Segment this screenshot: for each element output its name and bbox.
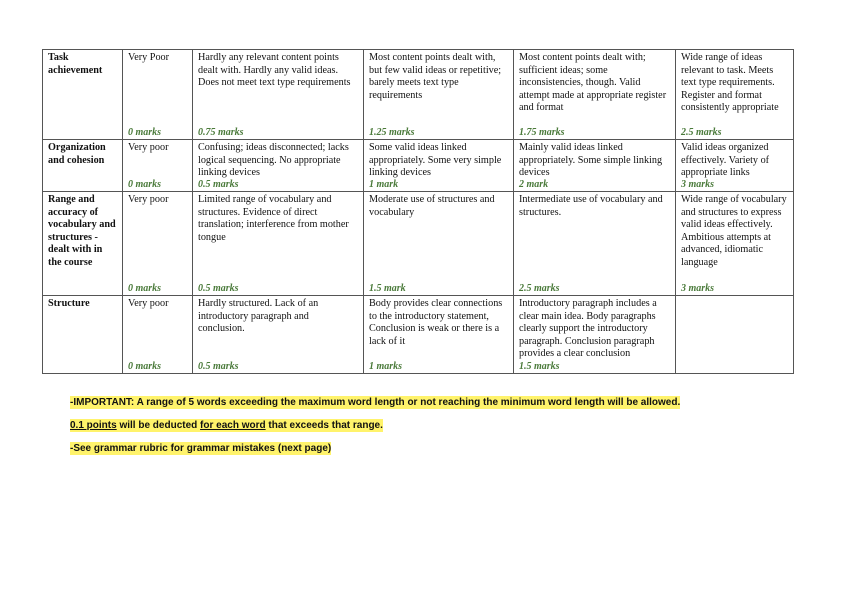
rubric-table	[42, 49, 794, 374]
criterion-cell: Structure	[43, 296, 123, 374]
score-cell	[514, 50, 676, 140]
descriptor-text: Wide range of ideas relevant to task. Meets text type requirements. Register and format consistently appropriate	[681, 52, 779, 114]
mark-label: 1.75 marks	[519, 127, 565, 138]
score-cell	[193, 192, 364, 296]
criterion-cell: Range and accuracy of vocabulary and structures - dealt with in the course	[43, 192, 123, 296]
descriptor-text: Confusing; ideas disconnected; lacks logical sequencing. No appropriate linking devices	[198, 142, 349, 179]
deduction-text: will be deducted	[116, 420, 201, 431]
table-row	[43, 140, 794, 192]
grammar-note-text: -See grammar rubric for grammar mistakes (next page)	[70, 443, 332, 454]
mark-label: 2.5 marks	[519, 283, 560, 294]
descriptor-text: Body provides clear connections to the introductory statement, Conclusion is weak or there is a lack of it	[369, 298, 503, 347]
descriptor-text: Mainly valid ideas linked appropriately. Some simple linking devices	[519, 142, 663, 179]
score-cell	[193, 140, 364, 192]
descriptor-text: Very poor	[128, 142, 169, 153]
score-cell	[676, 192, 794, 296]
descriptor-text: Introductory paragraph includes a clear main idea. Body paragraphs clearly support the introductory paragraph. Conclusion paragraph provides a clear conclusion	[519, 298, 657, 360]
score-cell	[676, 140, 794, 192]
score-cell	[364, 50, 514, 140]
score-cell	[193, 296, 364, 374]
descriptor-text: Wide range of vocabulary and structures to express valid ideas effectively. Ambitious attempts at advanced, idiomatic language	[681, 194, 787, 268]
mark-label: 1.5 mark	[369, 283, 406, 294]
mark-label: 2.5 marks	[681, 127, 722, 138]
mark-label: 3 marks	[681, 283, 715, 294]
criterion-cell: Organization and cohesion	[43, 140, 123, 192]
table-row	[43, 296, 794, 374]
important-note-text: -IMPORTANT: A range of 5 words exceeding the maximum word length or not reaching the minimum word length will be allowed.	[70, 397, 681, 408]
mark-label: 0.75 marks	[198, 127, 244, 138]
deduction-amount: 0.1 points	[70, 420, 117, 431]
mark-label: 0 marks	[128, 361, 162, 372]
score-cell	[123, 192, 193, 296]
score-cell	[676, 50, 794, 140]
descriptor-text: Very Poor	[128, 52, 170, 63]
descriptor-text: Very poor	[128, 298, 169, 309]
mark-label: 0.5 marks	[198, 179, 239, 190]
descriptor-text: Most content points dealt with; sufficient ideas; some inconsistencies, though. Valid attempt made at appropriate register and format	[519, 52, 667, 114]
mark-label: 0 marks	[128, 179, 162, 190]
mark-label: 1 marks	[369, 361, 403, 372]
descriptor-text: Most content points dealt with, but few valid ideas or repetitive; barely meets text type requirements	[369, 52, 502, 101]
table-row	[43, 192, 794, 296]
mark-label: 0.5 marks	[198, 361, 239, 372]
important-note	[70, 395, 680, 410]
score-cell	[193, 50, 364, 140]
mark-label: 0 marks	[128, 127, 162, 138]
mark-label: 0.5 marks	[198, 283, 239, 294]
score-cell	[123, 296, 193, 374]
descriptor-text: Some valid ideas linked appropriately. Some very simple linking devices	[369, 142, 502, 179]
score-cell-empty	[676, 296, 794, 374]
deduction-unit: for each word	[200, 420, 266, 431]
descriptor-text: Limited range of vocabulary and structures. Evidence of direct translation; interference from mother tongue	[198, 194, 349, 243]
score-cell	[514, 296, 676, 374]
notes-section	[70, 395, 680, 464]
descriptor-text: Very poor	[128, 194, 169, 205]
score-cell	[364, 192, 514, 296]
descriptor-text: Moderate use of structures and vocabulary	[369, 194, 495, 218]
mark-label: 2 mark	[519, 179, 549, 190]
descriptor-text: Valid ideas organized effectively. Variety of appropriate links	[681, 142, 770, 179]
table-row	[43, 50, 794, 140]
score-cell	[364, 140, 514, 192]
criterion-cell: Task achievement	[43, 50, 123, 140]
mark-label: 3 marks	[681, 179, 715, 190]
score-cell	[123, 50, 193, 140]
descriptor-text: Hardly structured. Lack of an introductory paragraph and conclusion.	[198, 298, 319, 335]
mark-label: 1.25 marks	[369, 127, 415, 138]
mark-label: 1.5 marks	[519, 361, 560, 372]
score-cell	[514, 192, 676, 296]
descriptor-text: Hardly any relevant content points dealt with. Hardly any valid ideas. Does not meet text type requirements	[198, 52, 351, 89]
descriptor-text: Intermediate use of vocabulary and structures.	[519, 194, 663, 218]
score-cell	[123, 140, 193, 192]
grammar-note	[70, 441, 680, 456]
score-cell	[364, 296, 514, 374]
mark-label: 0 marks	[128, 283, 162, 294]
score-cell	[514, 140, 676, 192]
mark-label: 1 mark	[369, 179, 399, 190]
deduction-note	[70, 418, 680, 433]
deduction-text-end: that exceeds that range.	[265, 420, 383, 431]
